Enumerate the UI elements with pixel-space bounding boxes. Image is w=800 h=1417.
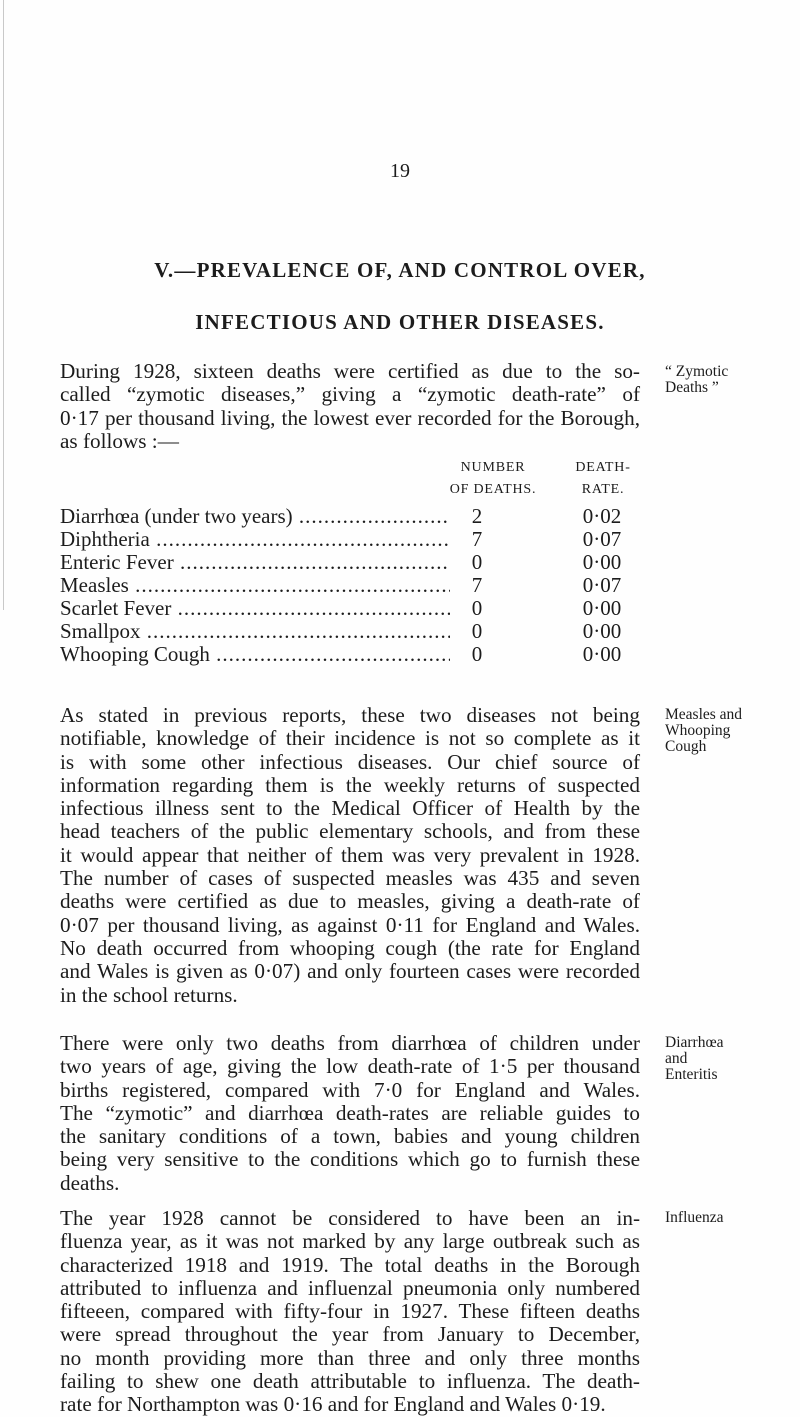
- deaths-count: 0: [471, 550, 483, 574]
- text-line: deaths were certified as due to measles, giving a death-rate of: [60, 889, 640, 914]
- column-header-number-of-deaths: [438, 457, 548, 501]
- paragraph-zymotic-deaths: [60, 360, 640, 453]
- text-line: is with some other infectious diseases. Our chief source of: [60, 749, 640, 774]
- text-line: called “zymotic diseases,” giving a “zymotic death-rate” of: [60, 382, 640, 407]
- column-header-line: DEATH-: [575, 460, 631, 475]
- table-row: [60, 551, 650, 574]
- text-line: attributed to influenza and influenzal pneumonia only numbered: [60, 1275, 640, 1300]
- deaths-count: 7: [471, 573, 483, 597]
- text-line: During 1928, sixteen deaths were certified as due to the so-: [60, 359, 640, 383]
- death-rate: 0·02: [582, 504, 622, 528]
- text-line: and Wales is given as 0·07) and only fourteen cases were recorded: [60, 959, 640, 984]
- margin-note-line: Whooping: [665, 722, 731, 739]
- margin-note-line: “ Zymotic: [665, 363, 729, 380]
- death-rate: 0·00: [582, 642, 622, 666]
- text-line: characterized 1918 and 1919. The total deaths in the Borough: [60, 1252, 640, 1277]
- text-line: failing to shew one death attributable to influenza. The death-: [60, 1369, 640, 1394]
- page-number: 19: [390, 160, 410, 182]
- text-line: As stated in previous reports, these two diseases not being: [60, 703, 640, 727]
- column-header-line: OF DEATHS.: [449, 482, 537, 497]
- text-line: infectious illness sent to the Medical Officer of Health by the: [60, 796, 640, 821]
- text-line: 0·07 per thousand living, as against 0·11 for England and Wales.: [60, 912, 640, 937]
- table-row: [60, 574, 650, 597]
- text-line: notifiable, knowledge of their incidence is not so complete as it: [60, 726, 640, 751]
- text-line: fifteeen, compared with fifty-four in 1927. These fifteen deaths: [60, 1299, 640, 1324]
- page-edge: [3, 0, 4, 610]
- disease-name: Diphtheria .....: [60, 528, 450, 551]
- text-line: head teachers of the public elementary schools, and from these: [60, 819, 640, 844]
- deaths-count: 7: [471, 527, 483, 551]
- deaths-count: 0: [471, 619, 483, 643]
- text-line: two years of age, giving the low death-rate of 1·5 per thousand: [60, 1054, 640, 1079]
- text-line: being very sensitive to the conditions which go to furnish these: [60, 1147, 640, 1172]
- text-line: as follows :—: [60, 428, 179, 453]
- text-line: were spread throughout the year from January to December,: [60, 1322, 640, 1347]
- section-heading-line-2: INFECTIOUS AND OTHER DISEASES.: [195, 310, 605, 334]
- table-row: [60, 505, 650, 528]
- table-row: [60, 528, 650, 551]
- disease-name: Diarrhœa (under two years) .....: [60, 505, 450, 528]
- text-line: There were only two deaths from diarrhœa of children under: [60, 1031, 640, 1055]
- death-rate: 0·00: [582, 550, 622, 574]
- text-line: fluenza year, as it was not marked by any large outbreak such as: [60, 1229, 640, 1254]
- paragraph-diarrhoea-enteritis: [60, 1032, 640, 1195]
- text-line: it would appear that neither of them was very prevalent in 1928.: [60, 842, 640, 867]
- death-rate: 0·00: [582, 619, 622, 643]
- margin-note-zymotic-deaths: [665, 364, 728, 396]
- text-line: No death occurred from whooping cough (the rate for England: [60, 935, 640, 960]
- disease-name: Smallpox .....: [60, 620, 450, 643]
- margin-note-line: Enteritis: [665, 1066, 718, 1083]
- section-heading-line-1: V.—PREVALENCE OF, AND CONTROL OVER,: [154, 258, 646, 282]
- paragraph-influenza: [60, 1207, 640, 1417]
- deaths-count: 0: [471, 596, 483, 620]
- text-line: The “zymotic” and diarrhœa death-rates are reliable guides to: [60, 1100, 640, 1125]
- disease-name: Scarlet Fever .....: [60, 597, 450, 620]
- margin-note-line: Deaths ”: [665, 379, 719, 396]
- column-header-line: RATE.: [581, 482, 625, 497]
- margin-note-line: Measles and: [665, 706, 743, 723]
- death-rate: 0·07: [582, 573, 622, 597]
- margin-note-line: Cough: [665, 738, 707, 755]
- margin-note-influenza: [665, 1210, 724, 1226]
- table-row: [60, 643, 650, 666]
- margin-note-measles-whooping-cough: [665, 707, 742, 755]
- deaths-count: 2: [471, 504, 483, 528]
- margin-note-line: and: [665, 1050, 688, 1067]
- paragraph-measles-whooping-cough: [60, 704, 640, 1007]
- text-line: information regarding them is the weekly returns of suspected: [60, 772, 640, 797]
- text-line: no month providing more than three and only three months: [60, 1345, 640, 1370]
- text-line: births registered, compared with 7·0 for England and Wales.: [60, 1077, 640, 1102]
- text-line: the sanitary conditions of a town, babies and young children: [60, 1124, 640, 1149]
- margin-note-line: Diarrhœa: [665, 1034, 724, 1051]
- disease-name: Enteric Fever .....: [60, 551, 450, 574]
- text-line: rate for Northampton was 0·16 and for England and Wales 0·19.: [60, 1392, 606, 1417]
- column-header-line: NUMBER: [460, 460, 526, 475]
- text-line: The number of cases of suspected measles was 435 and seven: [60, 866, 640, 891]
- table-row: [60, 620, 650, 643]
- table-row: [60, 597, 650, 620]
- disease-name: Measles .....: [60, 574, 450, 597]
- text-line: The year 1928 cannot be considered to have been an in-: [60, 1206, 640, 1230]
- column-header-death-rate: [563, 457, 643, 501]
- text-line: 0·17 per thousand living, the lowest ever recorded for the Borough,: [60, 405, 640, 430]
- margin-note-diarrhoea-enteritis: [665, 1035, 724, 1083]
- margin-note-line: Influenza: [665, 1209, 724, 1226]
- disease-name: Whooping Cough .....: [60, 643, 450, 666]
- text-line: deaths.: [60, 1170, 120, 1195]
- text-line: in the school returns.: [60, 982, 238, 1007]
- deaths-count: 0: [471, 642, 483, 666]
- death-rate: 0·00: [582, 596, 622, 620]
- death-rate: 0·07: [582, 527, 622, 551]
